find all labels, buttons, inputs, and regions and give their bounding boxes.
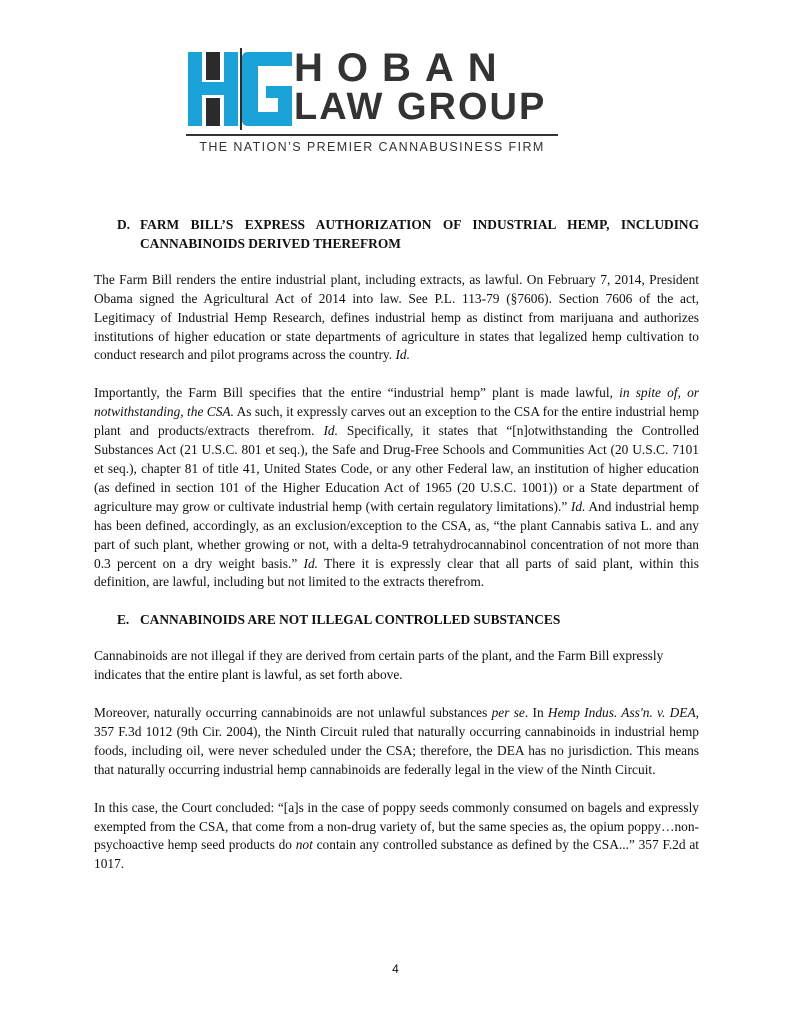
emphasis: in spite of, or notwithstanding, the CSA.	[94, 385, 700, 420]
case-name: Hemp Indus. Ass'n. v. DEA,	[547, 705, 699, 721]
section-e-heading	[94, 611, 699, 630]
page-number: 4	[392, 962, 399, 976]
para-text: In this case, the Court concluded: “[a]s in the case of poppy seeds commonly consumed on bagels and expressly exempted from the CSA, that come from a non-drug variety of, but the same species as, the opium poppy…non-psychoactive hemp seed products do	[94, 799, 699, 853]
para-text: Cannabinoids are not illegal if they are derived from certain parts of the plant, and the Farm Bill expressly indicates that the entire plant is lawful, as set forth above.	[94, 648, 664, 683]
emphasis: not	[295, 837, 313, 853]
citation: Id.	[323, 423, 338, 439]
emphasis: per se	[491, 705, 525, 721]
section-d-paragraph-1	[94, 271, 699, 366]
logo-name-line1: HOBAN	[294, 46, 511, 90]
citation: Id.	[395, 347, 410, 363]
logo-tagline: THE NATION’S PREMIER CANNABUSINESS FIRM	[199, 140, 545, 154]
para-text: As such, it expressly carves out an exception to the CSA for the entire industrial hemp plant and products/extracts therefrom.	[94, 404, 699, 439]
document-body	[94, 216, 699, 893]
para-text: And industrial hemp has been defined, accordingly, as an exclusion/exception to the CSA, as, “the plant Cannabis sativa L. and any part of such plant, whether growing or not, with a delta-9 tetrahydrocannabinol concentration of not more than 0.3 percent on a dry weight basis.”	[94, 498, 699, 571]
logo-name-line2: LAW GROUP	[294, 86, 547, 128]
firm-logo	[186, 48, 561, 152]
logo-divider	[186, 134, 558, 136]
para-text: . In	[524, 705, 548, 721]
section-e-paragraph-1	[94, 647, 699, 685]
section-d-letter: D.	[117, 217, 131, 232]
section-e-paragraph-2	[94, 704, 699, 780]
para-text: Specifically, it states that “[n]otwithstanding the Controlled Substances Act (21 U.S.C. 801 et seq.), the Safe and Drug-Free Schools and Communities Act (20 U.S.C. 7101 et seq.), chapter 81 of title 41, United States Code, or any other Federal law, an institution of higher education (as defined in section 101 of the Higher Education Act of 1965 (20 U.S.C. 1001)) or a State department of agriculture may grow or cultivate industrial hemp (with certain regulatory limitations).”	[94, 423, 699, 514]
citation: Id.	[303, 555, 319, 571]
para-text: Moreover, naturally occurring cannabinoids are not unlawful substances	[94, 705, 492, 721]
para-text: Importantly, the Farm Bill specifies that the entire “industrial hemp” plant is made lawful,	[94, 385, 620, 401]
para-text: 357 F.3d 1012 (9th Cir. 2004), the Ninth Circuit ruled that naturally occurring cannabinoids in industrial hemp foods, including oil, were never scheduled under the CSA; therefore, the DEA has no jurisdiction. This means that naturally occurring industrial hemp cannabinoids are federally legal in the view of the Ninth Circuit.	[94, 723, 699, 777]
para-text: There it is expressly clear that all parts of said plant, within this definition, are lawful, including but not limited to the extracts therefrom.	[94, 555, 699, 590]
section-d-paragraph-2	[94, 384, 699, 592]
section-e-letter: E.	[117, 612, 130, 628]
citation: Id.	[570, 498, 586, 514]
section-d-heading	[94, 216, 699, 254]
section-e-paragraph-3	[94, 799, 699, 875]
section-e-title: CANNABINOIDS ARE NOT ILLEGAL CONTROLLED SUBSTANCES	[140, 612, 561, 628]
section-d-title: FARM BILL’S EXPRESS AUTHORIZATION OF INDUSTRIAL HEMP, INCLUDING CANNABINOIDS DERIVED THEREFROM	[140, 217, 699, 251]
para-text: The Farm Bill renders the entire industrial plant, including extracts, as lawful. On February 7, 2014, President Obama signed the Agricultural Act of 2014 into law. See P.L. 113-79 (§7606). Section 7606 of the act, Legitimacy of Industrial Hemp Research, defines industrial hemp as distinct from marijuana and authorizes institutions of higher education or state departments of agriculture in states that legalized hemp cultivation to conduct research and pilot programs across the country.	[94, 271, 699, 363]
para-text: contain any controlled substance as defined by the CSA...” 357 F.2d at 1017.	[94, 837, 699, 872]
